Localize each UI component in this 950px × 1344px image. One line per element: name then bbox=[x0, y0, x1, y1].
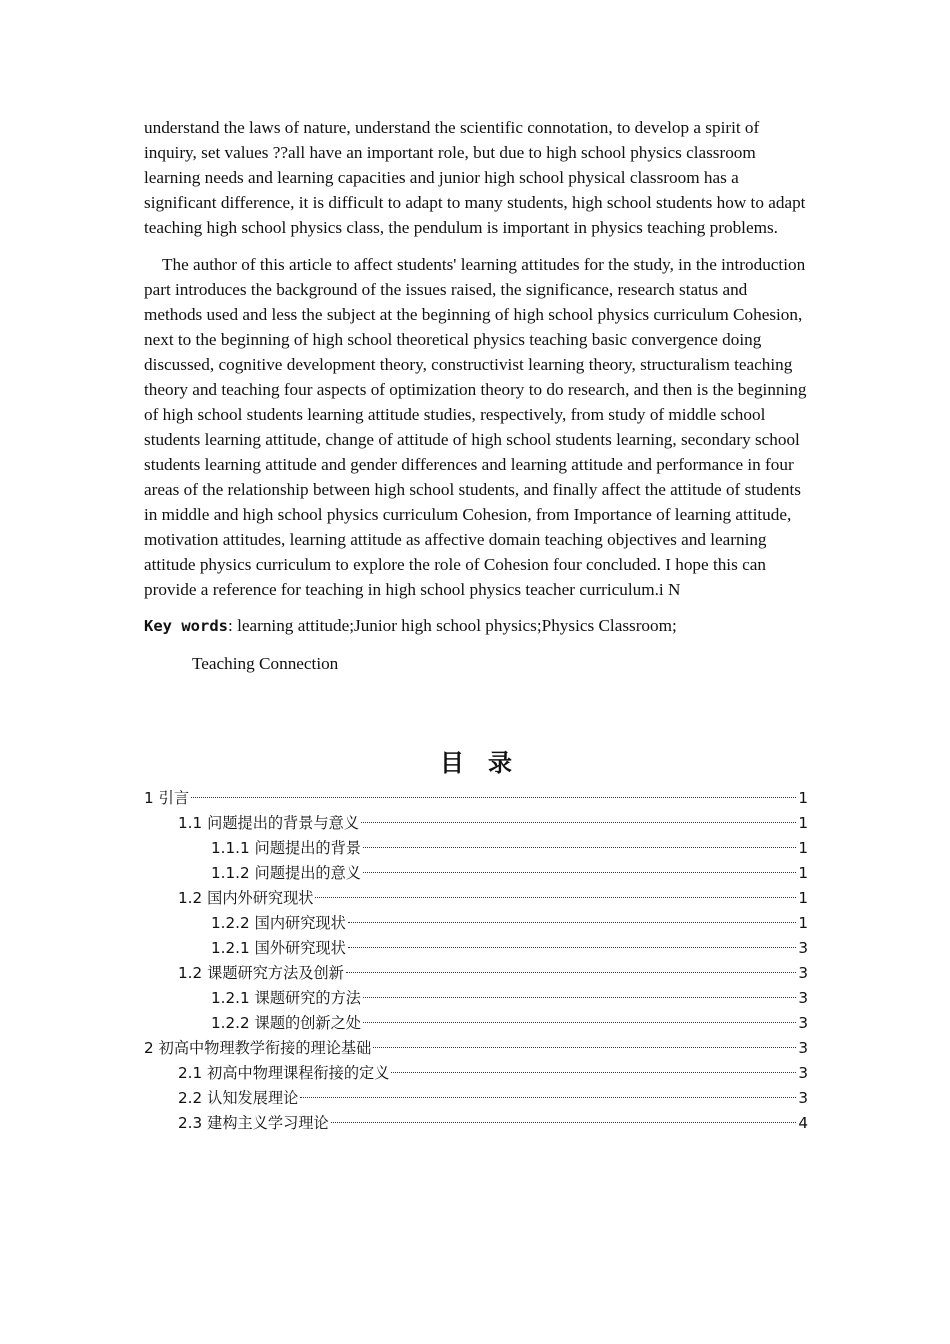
toc-entry-number: 2 bbox=[144, 1039, 154, 1057]
toc-entry-title: 国外研究现状 bbox=[254, 939, 346, 957]
toc-entry-page: 3 bbox=[798, 1039, 808, 1057]
toc-entry-page: 1 bbox=[798, 889, 808, 907]
toc-entry-title: 初高中物理教学衔接的理论基础 bbox=[158, 1039, 372, 1057]
toc-entry-title: 问题提出的背景与意义 bbox=[207, 814, 360, 832]
keywords-list: learning attitude;Junior high school physics;Physics Classroom; bbox=[237, 616, 677, 635]
toc-entry[interactable] bbox=[144, 1086, 808, 1111]
toc-entry-number: 1.2.2 bbox=[211, 1014, 250, 1032]
toc-dot-leader bbox=[373, 1047, 796, 1048]
toc-entry-title: 国内外研究现状 bbox=[207, 889, 314, 907]
toc-entry[interactable] bbox=[144, 1011, 808, 1036]
toc-dot-leader bbox=[348, 922, 797, 923]
toc-entry[interactable] bbox=[144, 886, 808, 911]
keywords-continuation: Teaching Connection bbox=[192, 654, 339, 673]
toc-entry[interactable] bbox=[144, 786, 808, 811]
document-page bbox=[144, 115, 808, 1136]
toc-entry-page: 1 bbox=[798, 914, 808, 932]
toc-entry-page: 3 bbox=[798, 1089, 808, 1107]
toc-entry[interactable] bbox=[144, 936, 808, 961]
toc-entry-number: 2.1 bbox=[178, 1064, 203, 1082]
toc-entry-page: 3 bbox=[798, 964, 808, 982]
toc-dot-leader bbox=[391, 1072, 796, 1073]
toc-entry-number: 1.2.1 bbox=[211, 989, 250, 1007]
toc-entry-title: 引言 bbox=[158, 789, 190, 807]
toc-entry-page: 1 bbox=[798, 789, 808, 807]
toc-entry[interactable] bbox=[144, 836, 808, 861]
toc-entry-page: 1 bbox=[798, 864, 808, 882]
toc-entry-page: 3 bbox=[798, 1014, 808, 1032]
toc-dot-leader bbox=[191, 797, 796, 798]
toc-dot-leader bbox=[363, 847, 796, 848]
toc-entry-number: 1.1.2 bbox=[211, 864, 250, 882]
abstract-paragraph-2: The author of this article to affect students' learning attitudes for the study, in the introduction part introduces the background of the issues raised, the significance, research status and methods used and less the subject at the beginning of high school physics curriculum Cohesion, next to the beginning of high school theoretical physics teaching basic convergence doing discussed, cognitive development theory, constructivist learning theory, structuralism teaching theory and teaching four aspects of optimization theory to do research, and then is the beginning of high school students learning attitude studies, respectively, from study of middle school students learning attitude, change of attitude of high school students learning, secondary school students learning attitude and gender differences and learning attitude and performance in four areas of the relationship between high school students, and finally affect the attitude of students in middle and high school physics curriculum Cohesion, from Importance of learning attitude, motivation attitudes, learning attitude as affective domain teaching objectives and learning attitude physics curriculum to explore the role of Cohesion four concluded. I hope this can provide a reference for teaching in high school physics teacher curriculum.i N bbox=[144, 255, 807, 599]
toc-entry-title: 课题研究的方法 bbox=[254, 989, 361, 1007]
toc-entry[interactable] bbox=[144, 961, 808, 986]
toc-entry-number: 1.2 bbox=[178, 889, 203, 907]
toc-dot-leader bbox=[363, 1022, 796, 1023]
keywords-label: Key words bbox=[144, 617, 228, 635]
abstract-paragraph-1: understand the laws of nature, understand the scientific connotation, to develop a spirit of inquiry, set values ??all have an important role, but due to high school physics classroom learning needs and learning capacities and junior high school physical classroom has a significant difference, it is difficult to adapt to many students, high school students how to adapt teaching high school physics class, the pendulum is important in physics teaching problems. bbox=[144, 118, 806, 237]
toc-dot-leader bbox=[363, 872, 796, 873]
toc-entry-page: 3 bbox=[798, 939, 808, 957]
toc-entry-page: 3 bbox=[798, 1064, 808, 1082]
toc-entry-title: 建构主义学习理论 bbox=[207, 1114, 329, 1132]
toc-entry-number: 1.2.1 bbox=[211, 939, 250, 957]
toc-entry-page: 1 bbox=[798, 839, 808, 857]
toc-entry-number: 1.2.2 bbox=[211, 914, 250, 932]
toc-entry[interactable] bbox=[144, 911, 808, 936]
toc-entry-number: 2.3 bbox=[178, 1114, 203, 1132]
toc-entry-title: 国内研究现状 bbox=[254, 914, 346, 932]
toc-entry-title: 课题的创新之处 bbox=[254, 1014, 361, 1032]
toc-entry[interactable] bbox=[144, 811, 808, 836]
toc-entry[interactable] bbox=[144, 1036, 808, 1061]
toc-entry-number: 1.1.1 bbox=[211, 839, 250, 857]
toc-dot-leader bbox=[331, 1122, 797, 1123]
toc-entry-title: 初高中物理课程衔接的定义 bbox=[207, 1064, 390, 1082]
toc-dot-leader bbox=[346, 972, 796, 973]
toc-entry-number: 1.1 bbox=[178, 814, 203, 832]
toc-entry-title: 认知发展理论 bbox=[207, 1089, 299, 1107]
toc-entry[interactable] bbox=[144, 986, 808, 1011]
table-of-contents bbox=[144, 786, 808, 1136]
toc-dot-leader bbox=[315, 897, 796, 898]
toc-dot-leader bbox=[300, 1097, 796, 1098]
toc-entry-number: 1.2 bbox=[178, 964, 203, 982]
toc-entry-title: 课题研究方法及创新 bbox=[207, 964, 344, 982]
toc-entry-title: 问题提出的意义 bbox=[254, 864, 361, 882]
toc-entry[interactable] bbox=[144, 861, 808, 886]
toc-entry-title: 问题提出的背景 bbox=[254, 839, 361, 857]
keywords-separator: : bbox=[228, 616, 238, 635]
toc-entry[interactable] bbox=[144, 1111, 808, 1136]
toc-entry-number: 2.2 bbox=[178, 1089, 203, 1107]
toc-entry-number: 1 bbox=[144, 789, 154, 807]
toc-dot-leader bbox=[361, 822, 796, 823]
toc-entry[interactable] bbox=[144, 1061, 808, 1086]
keywords-line bbox=[144, 613, 808, 639]
toc-entry-page: 1 bbox=[798, 814, 808, 832]
toc-entry-page: 3 bbox=[798, 989, 808, 1007]
toc-dot-leader bbox=[348, 947, 797, 948]
toc-title: 目录 bbox=[440, 749, 536, 777]
toc-entry-page: 4 bbox=[798, 1114, 808, 1132]
toc-dot-leader bbox=[363, 997, 796, 998]
